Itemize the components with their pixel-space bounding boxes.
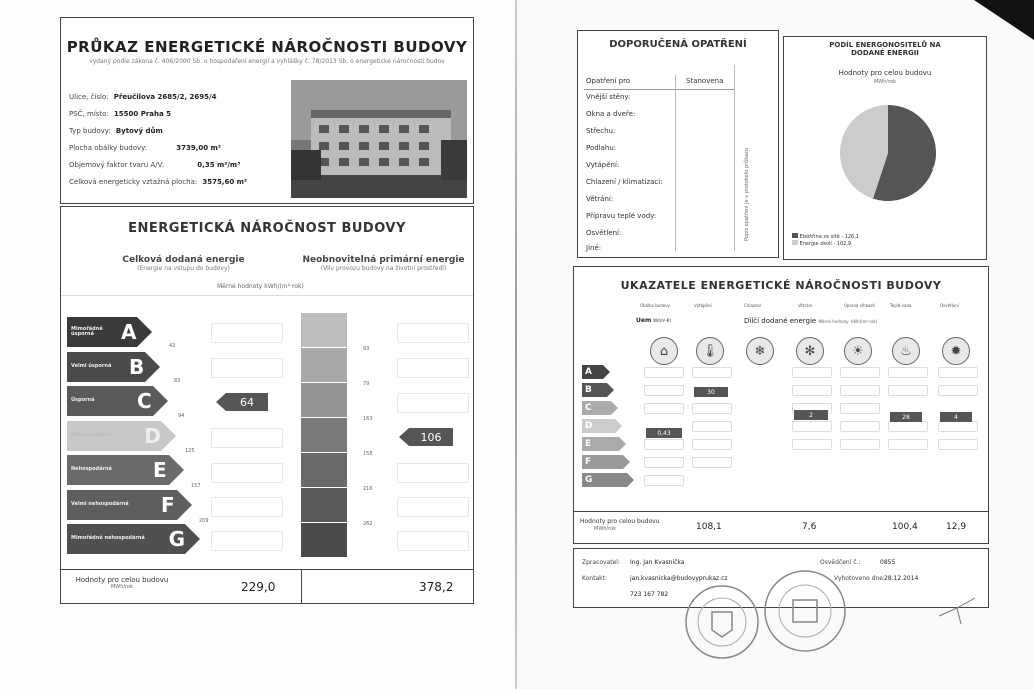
lighting-mark: 4	[940, 412, 972, 422]
indicators-box	[573, 266, 989, 544]
ghost-box	[397, 463, 469, 483]
info-row: Celková energeticky vztažná plocha: 3575,60 m²	[69, 178, 248, 186]
tick: 157	[191, 483, 201, 489]
hot-water-mark: 28	[890, 412, 922, 422]
ghost-box	[397, 497, 469, 517]
class-f-arrow: Velmi nehospodárná F	[67, 490, 177, 520]
tick: 93	[363, 346, 370, 352]
col2-header: Neobnovitelná primární energie (Vliv provozu budovy na životní prostředí)	[302, 255, 465, 272]
ventilation-mark: 2	[794, 410, 828, 420]
measure-item: Vytápění:	[586, 161, 620, 169]
measure-item: Osvětlení:	[586, 229, 622, 237]
tick: 83	[174, 378, 181, 384]
cert-number: 0855	[880, 559, 896, 566]
ind-class-g: G	[582, 473, 627, 487]
ghost-box	[211, 531, 283, 551]
tick: 262	[363, 521, 373, 527]
cooling-icon: ❄	[746, 337, 774, 365]
totals-divider	[301, 570, 302, 604]
primary-energy-pointer: 106	[409, 428, 453, 446]
legend-item: Energie okolí - 102,9	[792, 240, 859, 247]
ind-class-e: E	[582, 437, 619, 451]
thermometer-icon: 🌡	[696, 337, 724, 365]
pie-legend	[792, 233, 859, 247]
pie-slice-label: 45%	[932, 165, 946, 172]
uem-mark: 0,43	[646, 428, 682, 438]
ind-total-lighting: 12,9	[946, 522, 967, 532]
info-row: Typ budovy: Bytový dům	[69, 127, 163, 135]
share-unit: MWh/rok	[873, 79, 896, 85]
info-row: Objemový faktor tvaru A/V: 0,35 m²/m³	[69, 161, 241, 169]
hot-water-icon: ♨	[892, 337, 920, 365]
measures-title: DOPORUČENÁ OPATŘENÍ	[609, 39, 747, 50]
class-d-arrow: Nehospodárná D	[67, 421, 161, 451]
ind-header: Obálka budovy Vytápění Chlazení Větrání Úprava vlhkosti Teplá voda Osvětlení	[640, 303, 959, 308]
tick: 125	[185, 448, 195, 454]
class-g-arrow: Mimořádně nehospodárná G	[67, 524, 185, 554]
measures-header: Opatření pro Stanovena	[584, 75, 734, 90]
class-e-arrow: Nehospodárná E	[67, 455, 169, 485]
tick: 209	[199, 518, 209, 524]
info-row: Plocha obálky budovy: 3739,00 m²	[69, 144, 221, 152]
ind-class-f: F	[582, 455, 623, 469]
info-list	[69, 84, 289, 186]
ind-total-hot-water: 100,4	[892, 522, 918, 532]
round-stamp-right	[755, 566, 855, 656]
right-page	[517, 0, 1034, 689]
measure-item: Chlazení / klimatizaci:	[586, 178, 663, 186]
class-c-arrow: Úsporná C	[67, 386, 153, 416]
ghost-box	[397, 358, 469, 378]
document-subtitle: vydaný podle zákona č. 406/2000 Sb. o hospodaření energií a vyhlášky č. 78/2013 Sb. o energetické náročnosti budov	[89, 58, 445, 65]
ghost-box	[211, 358, 283, 378]
humidity-icon: ☀	[844, 337, 872, 365]
partial-label: Dílčí dodané energie Měrné hodnoty kWh/(m²·rok)	[744, 317, 878, 325]
header-box	[60, 17, 474, 204]
ind-class-a: A	[582, 365, 603, 379]
divider	[61, 295, 473, 296]
ind-class-c: C	[582, 401, 611, 415]
ghost-box	[211, 323, 283, 343]
tick: 79	[363, 381, 370, 387]
measures-col-line2	[734, 65, 735, 251]
tick: 94	[178, 413, 185, 419]
heating-mark: 30	[694, 387, 728, 397]
measure-item: Jiné:	[586, 244, 602, 252]
class-b-arrow: Velmi úsporná B	[67, 352, 145, 382]
total-primary: 378,2	[419, 580, 454, 594]
measure-item: Přípravu teplé vody:	[586, 212, 657, 220]
page-corner	[974, 0, 1034, 40]
round-stamp-left	[677, 582, 767, 662]
measures-box	[577, 30, 779, 258]
info-row: PSČ, místo: 15500 Praha 5	[69, 110, 172, 118]
share-title: PODÍL ENERGONOSITELŮ NA DODANÉ ENERGII	[829, 41, 941, 57]
contact-phone: 723 167 782	[630, 591, 669, 598]
measure-item: Okna a dveře:	[586, 110, 636, 118]
signature-mark	[937, 596, 977, 626]
ind-total-heating: 108,1	[696, 522, 722, 532]
author-box: Zpracovatel: Ing. Jan Kvasnička Kontakt: jan.kvasnicka@budovyprukaz.cz 723 167 782 Osvědčení č.: 0855 Vyhotoveno dne: 28.12.2014	[573, 548, 989, 608]
col1-header: Celková dodaná energie (Energie na vstupu do budovy)	[122, 255, 245, 272]
ghost-box	[397, 393, 469, 413]
ind-class-b: B	[582, 383, 607, 397]
ind-totals-row: Hodnoty pro celou budovu MWh/rok 108,1 7,6 100,4 12,9	[574, 511, 988, 544]
ind-class-d: D	[582, 419, 615, 433]
contact-email[interactable]: jan.kvasnicka@budovyprukaz.cz	[630, 575, 728, 582]
info-row: Ulice, číslo: Přeučilova 2685/2, 2695/4	[69, 93, 217, 101]
lightbulb-icon: ✹	[942, 337, 970, 365]
primary-energy-scale	[301, 313, 349, 557]
energy-section-title: ENERGETICKÁ NÁROČNOST BUDOVY	[128, 221, 406, 236]
ind-total-ventilation: 7,6	[802, 522, 817, 532]
fan-icon: ✻	[796, 337, 824, 365]
total-delivered: 229,0	[241, 580, 276, 594]
ghost-box	[211, 463, 283, 483]
measure-item: Větrání:	[586, 195, 614, 203]
issue-date: 28.12.2014	[884, 575, 919, 582]
author-name: Ing. Jan Kvasnička	[630, 559, 685, 566]
ghost-box	[397, 531, 469, 551]
building-photo-image	[291, 80, 467, 198]
unit-row: Měrné hodnoty kWh/(m²·rok)	[217, 283, 304, 290]
indicators-title: UKAZATELE ENERGETICKÉ NÁROČNOSTI BUDOVY	[620, 279, 942, 292]
tick: 158	[363, 451, 373, 457]
house-icon: ⌂	[650, 337, 678, 365]
legend-item: Elektřina ze sítě - 126,1	[792, 233, 859, 240]
share-pie-chart	[838, 93, 938, 213]
tick: 163	[363, 416, 373, 422]
ghost-box	[211, 428, 283, 448]
tick: 42	[169, 343, 176, 349]
tick: 216	[363, 486, 373, 492]
measure-item: Vnější stěny:	[586, 93, 631, 101]
energy-box	[60, 206, 474, 604]
totals-row: Hodnoty pro celou budovu MWh/rok 229,0 378,2	[61, 569, 473, 604]
share-box	[783, 36, 987, 260]
measure-item: Podlahu:	[586, 144, 617, 152]
uem-label: Uem W/(m²·K)	[636, 317, 671, 324]
measure-item: Střechu:	[586, 127, 616, 135]
share-sub: Hodnoty pro celou budovu	[838, 69, 932, 77]
measures-note: Popis opatření je v protokolu průkazu	[744, 148, 750, 241]
building-photo	[291, 80, 467, 198]
ghost-box	[211, 497, 283, 517]
ghost-box	[397, 323, 469, 343]
class-a-arrow: Mimořádně úsporná A	[67, 317, 137, 347]
delivered-energy-pointer: 64	[226, 393, 268, 411]
measures-col-line	[675, 75, 676, 251]
document-title: PRŮKAZ ENERGETICKÉ NÁROČNOSTI BUDOVY	[66, 38, 468, 56]
